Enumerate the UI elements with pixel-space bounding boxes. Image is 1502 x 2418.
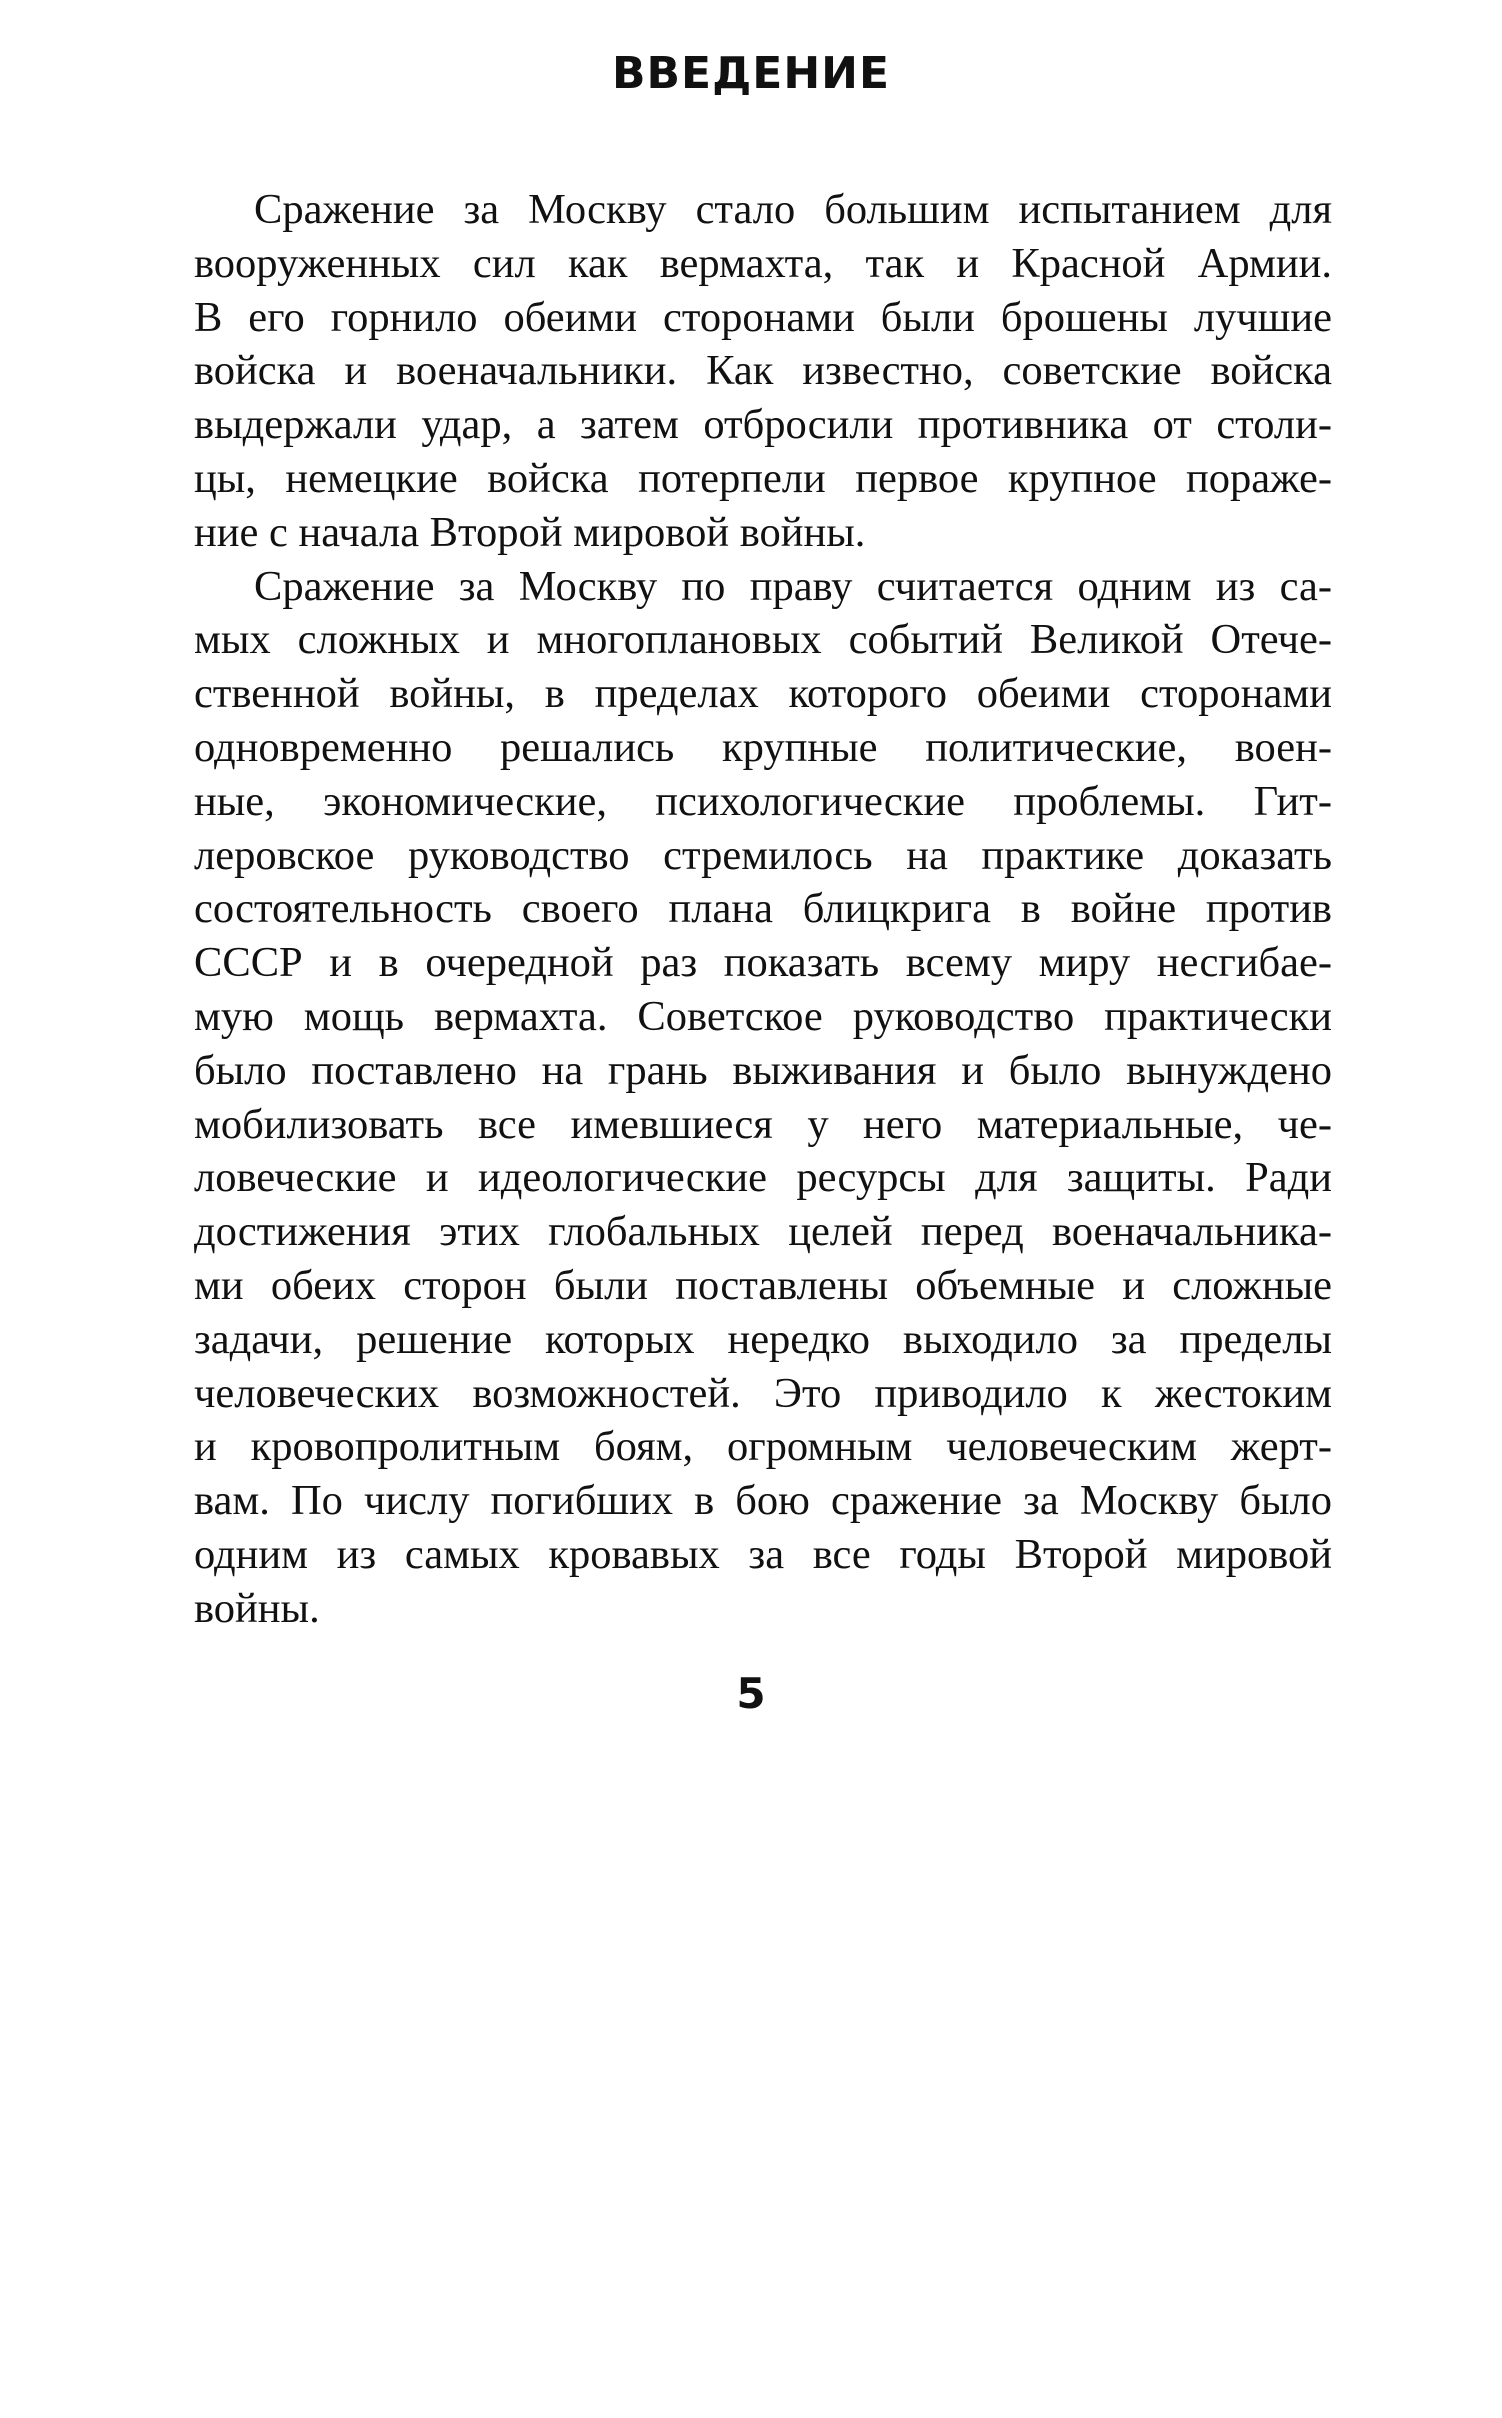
body-text	[194, 183, 1332, 1636]
text-line: Сражение за Москву по праву считается одним из са-	[254, 562, 1332, 610]
text-line: мобилизовать все имевшиеся у него материальные, че-	[194, 1100, 1332, 1148]
text-line: цы, немецкие войска потерпели первое крупное пораже-	[194, 454, 1332, 502]
text-line: войска и военачальники. Как известно, советские войска	[194, 347, 1332, 395]
text-line: ные, экономические, психологические проблемы. Гит-	[194, 777, 1332, 825]
text-line: ловеческие и идеологические ресурсы для защиты. Ради	[194, 1154, 1332, 1202]
text-line: леровское руководство стремилось на практике доказать	[194, 831, 1332, 879]
text-line: задачи, решение которых нередко выходило за пределы	[194, 1315, 1332, 1363]
text-line: мых сложных и многоплановых событий Великой Отече-	[194, 616, 1332, 664]
text-line: было поставлено на грань выживания и было вынуждено	[194, 1046, 1332, 1094]
text-line: человеческих возможностей. Это приводило к жестоким	[194, 1369, 1332, 1417]
paragraph-1	[194, 183, 1332, 560]
text-line: выдержали удар, а затем отбросили противника от столи-	[194, 401, 1332, 449]
text-line: состоятельность своего плана блицкрига в войне против	[194, 885, 1332, 933]
text-line: достижения этих глобальных целей перед военачальника-	[194, 1208, 1332, 1256]
text-line: Сражение за Москву стало большим испытанием для	[254, 186, 1332, 233]
text-line: ми обеих сторон были поставлены объемные и сложные	[194, 1261, 1332, 1309]
text-line: одним из самых кровавых за все годы Второй мировой	[194, 1530, 1332, 1578]
text-line: ние с начала Второй мировой войны.	[194, 508, 866, 556]
text-line: мую мощь вермахта. Советское руководство практически	[194, 992, 1332, 1040]
text-line: одновременно решались крупные политические, воен-	[194, 723, 1332, 771]
text-line: вам. По числу погибших в бою сражение за Москву было	[194, 1477, 1332, 1525]
chapter-title: ВВЕДЕНИЕ	[611, 48, 891, 99]
text-line: ственной войны, в пределах которого обеими сторонами	[194, 670, 1332, 718]
text-line: и кровопролитным боям, огромным человеческим жерт-	[194, 1423, 1332, 1471]
text-line: В его горнило обеими сторонами были брошены лучшие	[194, 293, 1332, 341]
text-line: вооруженных сил как вермахта, так и Красной Армии.	[194, 239, 1332, 287]
text-line: войны.	[194, 1584, 320, 1632]
page-number: 5	[736, 1669, 766, 1718]
text-line: СССР и в очередной раз показать всему миру несгибае-	[194, 939, 1332, 987]
paragraph-2	[194, 560, 1332, 1636]
